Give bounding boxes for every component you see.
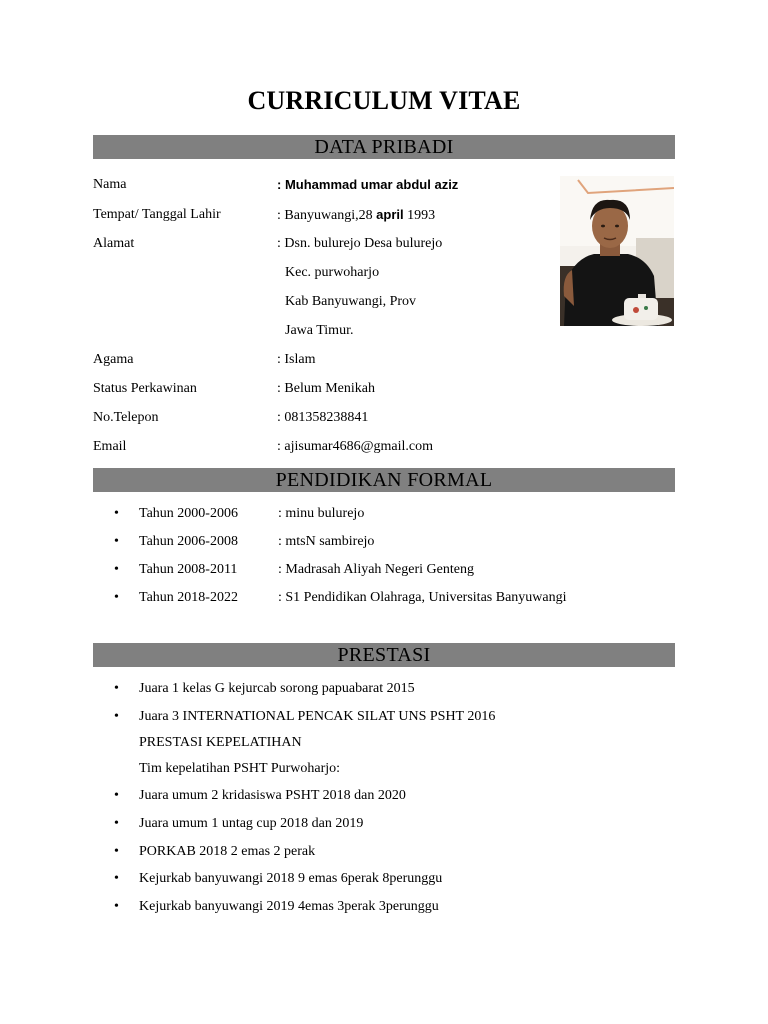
education-school: : minu bulurejo: [278, 506, 365, 521]
profile-photo: [560, 176, 674, 326]
education-year: Tahun 2000-2006: [139, 506, 238, 521]
achievement-item: Juara umum 1 untag cup 2018 dan 2019: [139, 816, 364, 831]
bullet: [114, 708, 119, 726]
education-year: Tahun 2018-2022: [139, 590, 238, 605]
name-label: Nama: [93, 177, 127, 192]
achievement-subheading: PRESTASI KEPELATIHAN: [139, 735, 302, 750]
bullet: [114, 815, 119, 833]
marital-label: Status Perkawinan: [93, 381, 197, 396]
religion-label: Agama: [93, 352, 134, 367]
bullet: [114, 680, 119, 698]
name-value: : Muhammad umar abdul aziz: [277, 177, 459, 192]
bullet: [114, 561, 119, 579]
phone-label: No.Telepon: [93, 410, 159, 425]
achievement-item: Juara umum 2 kridasiswa PSHT 2018 dan 2020: [139, 788, 406, 803]
address-line-2: Kec. purwoharjo: [285, 265, 380, 280]
bullet: [114, 589, 119, 607]
phone-value: : 081358238841: [277, 410, 369, 425]
achievement-item: Kejurkab banyuwangi 2018 9 emas 6perak 8perunggu: [139, 871, 443, 886]
bullet: [114, 787, 119, 805]
achievement-subheading: Tim kepelatihan PSHT Purwoharjo:: [139, 761, 341, 776]
birth-value: : Banyuwangi,28 april 1993: [277, 207, 436, 223]
achievement-item: Kejurkab banyuwangi 2019 4emas 3perak 3perunggu: [139, 899, 439, 914]
achievement-item: PORKAB 2018 2 emas 2 perak: [139, 844, 316, 859]
bullet: [114, 898, 119, 916]
religion-value: : Islam: [277, 352, 316, 367]
section-header-personal: DATA PRIBADI: [93, 135, 675, 159]
achievement-item: Juara 1 kelas G kejurcab sorong papuabarat 2015: [139, 681, 415, 696]
section-header-education: PENDIDIKAN FORMAL: [93, 468, 675, 492]
achievement-item: Juara 3 INTERNATIONAL PENCAK SILAT UNS PSHT 2016: [139, 709, 496, 724]
address-line-1: : Dsn. bulurejo Desa bulurejo: [277, 236, 443, 251]
birth-label: Tempat/ Tanggal Lahir: [93, 207, 221, 222]
education-school: : mtsN sambirejo: [278, 534, 375, 549]
bullet: [114, 843, 119, 861]
education-year: Tahun 2006-2008: [139, 534, 238, 549]
address-line-3: Kab Banyuwangi, Prov: [285, 294, 417, 309]
page-title: CURRICULUM VITAE: [247, 86, 521, 115]
education-school: : Madrasah Aliyah Negeri Genteng: [278, 562, 474, 577]
bullet: [114, 870, 119, 888]
address-label: Alamat: [93, 236, 135, 251]
address-line-4: Jawa Timur.: [285, 323, 354, 338]
marital-value: : Belum Menikah: [277, 381, 375, 396]
education-year: Tahun 2008-2011: [139, 562, 238, 577]
email-value: : ajisumar4686@gmail.com: [277, 439, 433, 454]
email-label: Email: [93, 439, 127, 454]
bullet: [114, 533, 119, 551]
section-header-achievements: PRESTASI: [93, 643, 675, 667]
education-school: : S1 Pendidikan Olahraga, Universitas Banyuwangi: [278, 590, 567, 605]
bullet: [114, 505, 119, 523]
